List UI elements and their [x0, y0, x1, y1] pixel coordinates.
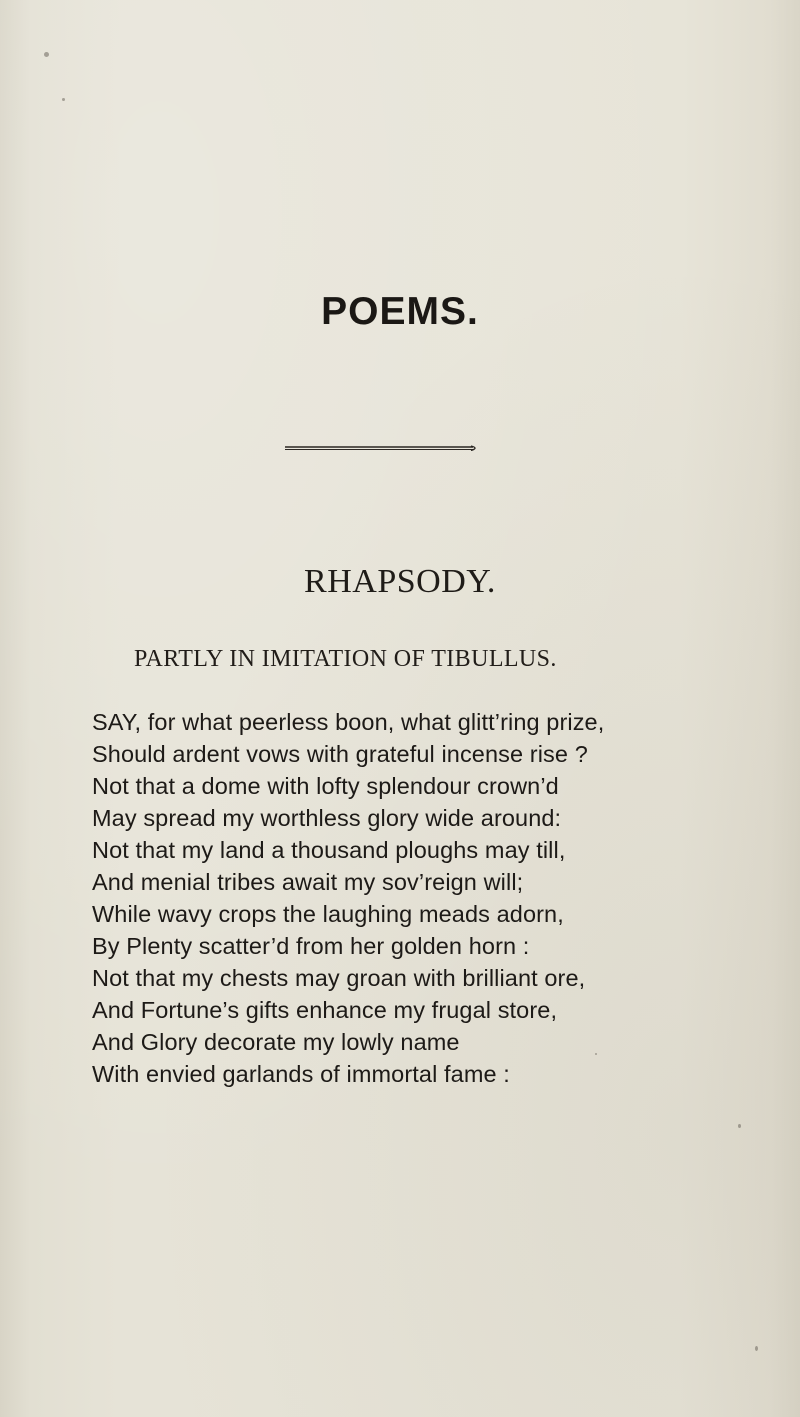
poem-verse — [92, 706, 712, 1090]
paper-speck — [738, 1124, 741, 1128]
verse-line: By Plenty scatter’d from her golden horn : — [92, 933, 530, 959]
decorative-rule — [283, 445, 483, 451]
verse-line: With envied garlands of immortal fame : — [92, 1061, 510, 1087]
paper-speck — [755, 1346, 758, 1351]
verse-line: And Glory decorate my lowly name — [92, 1029, 460, 1055]
verse-line: May spread my worthless glory wide around: — [92, 805, 562, 831]
verse-line: And Fortune’s gifts enhance my frugal store, — [92, 997, 558, 1023]
paper-speck — [62, 98, 65, 101]
verse-line: SAY, for what peerless boon, what glitt’ring prize, — [92, 709, 605, 735]
verse-line: Not that my chests may groan with brilliant ore, — [92, 965, 586, 991]
verse-line: Not that a dome with lofty splendour crown’d — [92, 773, 559, 799]
poem-title: RHAPSODY. — [304, 563, 496, 600]
verse-line: Not that my land a thousand ploughs may till, — [92, 837, 566, 863]
poem-subtitle: PARTLY IN IMITATION OF TIBULLUS. — [134, 646, 557, 672]
paper-speck — [595, 1053, 597, 1055]
paper-speck — [44, 52, 49, 57]
verse-line: While wavy crops the laughing meads adorn, — [92, 901, 564, 927]
verse-line: And menial tribes await my sov’reign will; — [92, 869, 524, 895]
verse-line: Should ardent vows with grateful incense rise ? — [92, 741, 588, 767]
page-heading: POEMS. — [321, 290, 479, 333]
